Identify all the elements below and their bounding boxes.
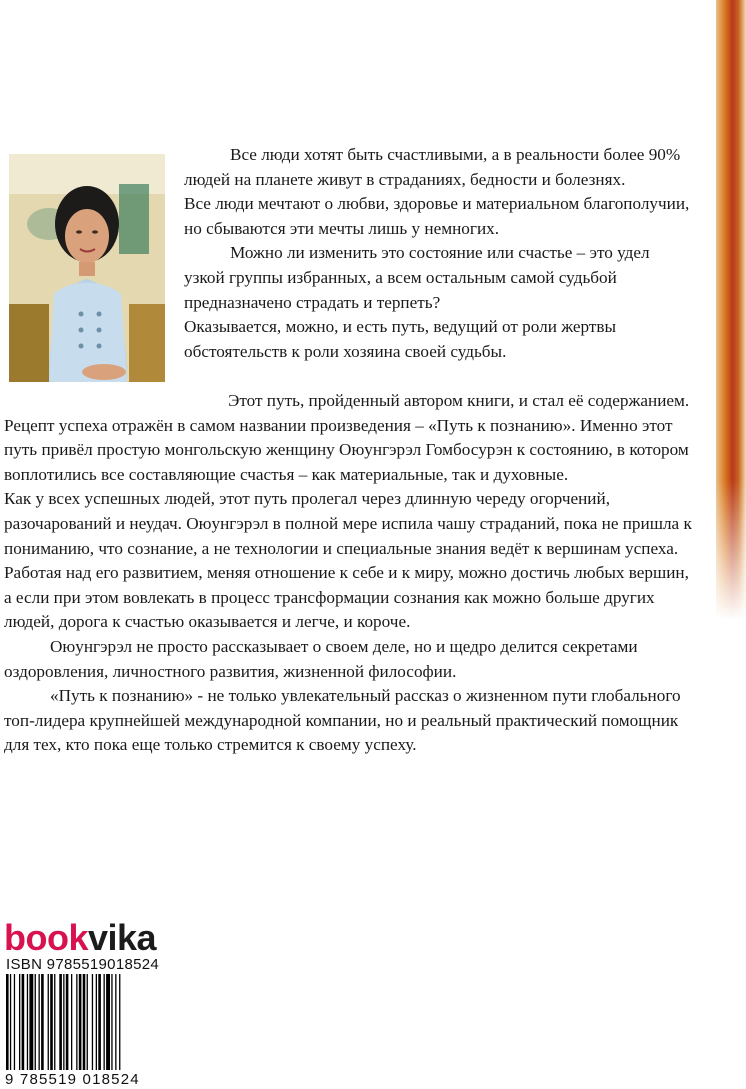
barcode-number: 9 785519 018524 <box>5 1071 140 1088</box>
paragraph-6: Как у всех успешных людей, этот путь пролегал через длинную череду огорчений, разочарований и неудач. Оюунгэрэл в полной мере испила чашу страданий, пока не пришла к пониманию, что сознание, а не технологии и специальные знания ведёт к вершинам успеха. Работая над его развитием, меняя отношение к себе и к миру, можно достичь любых вершин, а если при этом вовлекать в процесс трансформации сознания как можно больше других людей, дорога к счастью оказывается и легче, и короче. <box>4 489 692 632</box>
logo-part-vika: vika <box>88 917 157 958</box>
isbn-barcode <box>6 974 162 1070</box>
description-narrow-column <box>184 143 694 364</box>
paragraph-2: Все люди мечтают о любви, здоровье и материальном благополучии, но сбываются эти мечты лишь у немногих. <box>184 194 690 238</box>
paragraph-7: Оюунгэрэл не просто рассказывает о своем деле, но и щедро делится секретами оздоровления, личностного развития, жизненной философии. <box>4 636 638 681</box>
spine-color-strip <box>716 0 746 620</box>
author-photo <box>9 154 165 382</box>
paragraph-4: Оказывается, можно, и есть путь, ведущий от роли жертвы обстоятельств к роли хозяина своей судьбы. <box>184 317 617 361</box>
publisher-logo <box>4 918 156 958</box>
logo-part-book: book <box>4 917 88 958</box>
paragraph-1: Все люди хотят быть счастливыми, а в реальности более 90% людей на планете живут в страданиях, бедности и болезнях. <box>184 145 681 189</box>
paragraph-3: Можно ли изменить это состояние или счастье – это удел узкой группы избранных, а всем остальным самой судьбой предназначено страдать и терпеть? <box>184 243 650 312</box>
paragraph-8: «Путь к познанию» - не только увлекательный рассказ о жизненном пути глобального топ-лидера крупнейшей международной компании, но и реальный практический помощник для тех, кто пока еще только стремится к своему успеху. <box>4 686 681 755</box>
isbn-label: ISBN 9785519018524 <box>6 956 160 973</box>
description-wide-column <box>4 389 700 758</box>
paragraph-5: Этот путь, пройденный автором книги, и стал её содержанием. Рецепт успеха отражён в самом названии произведения – «Путь к познанию». Именно этот путь привёл простую монгольскую женщину Оюунгэрэл Гомбосурэн к состоянию, в котором воплотились все составляющие счастья – как материальные, так и духовные. <box>4 391 690 484</box>
